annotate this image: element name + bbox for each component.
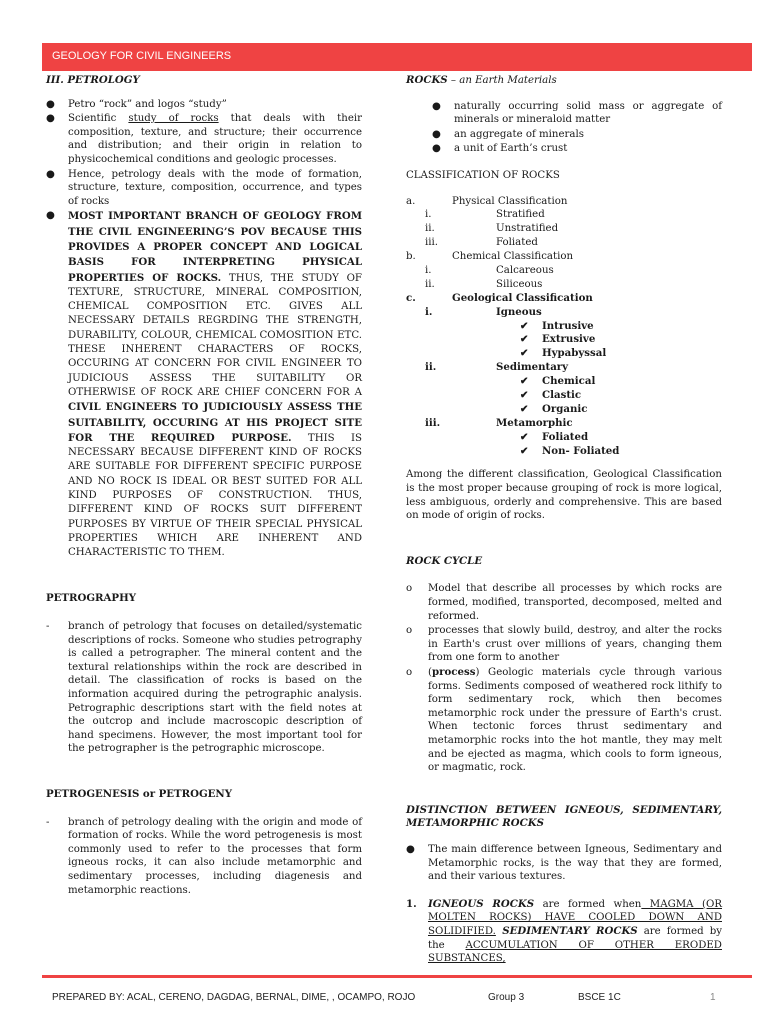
checkmark-icon: ✔ bbox=[520, 375, 529, 388]
list-item: ● Hence, petrology deals with the mode of formation, structure, texture, composition, occurrence, and types of rocks bbox=[46, 168, 362, 207]
bullet-icon: ● bbox=[406, 843, 415, 855]
petrography-definition: - branch of petrology that focuses on detailed/systematic descriptions of rocks. Someone who studies petrography is called a petrographer. The mineral content and the textural relationships within the rock are described in detail. The classification of rocks is based on the information acquired during the petrographic analysis. Petrographic descriptions start with the field notes at the outcrop and include macroscopic description of hand specimens. However, the most important tool for the petrographer is the petrographic microscope. bbox=[46, 621, 362, 755]
list-marker: a. bbox=[406, 195, 416, 207]
list-marker: ii. bbox=[425, 361, 437, 374]
list-item: ● The main difference between Igneous, Sedimentary and Metamorphic rocks, is the way that they are formed, and their various textures. bbox=[406, 843, 722, 883]
right-column bbox=[406, 74, 722, 967]
checkmark-icon: ✔ bbox=[520, 319, 529, 332]
footer-prepared-by: PREPARED BY: ACAL, CERENO, DAGDAG, BERNAL, DIME, , OCAMPO, ROJO bbox=[52, 992, 416, 1003]
classification-label: Metamorphic bbox=[496, 416, 573, 429]
classification-label: Hypabyssal bbox=[542, 347, 607, 360]
classification-item bbox=[406, 320, 722, 334]
classification-item bbox=[406, 403, 722, 417]
classification-item bbox=[406, 264, 722, 278]
list-item: o processes that slowly build, destroy, and alter the rocks in Earth's crust over millions of years, changing them from one form to another bbox=[406, 625, 722, 664]
list-marker: b. bbox=[406, 251, 416, 263]
list-marker: c. bbox=[406, 291, 416, 304]
footer-divider bbox=[42, 975, 752, 978]
classification-item bbox=[406, 236, 722, 250]
classification-item bbox=[406, 347, 722, 361]
classification-item bbox=[406, 292, 722, 306]
classification-item bbox=[406, 375, 722, 389]
classification-label: Igneous bbox=[496, 305, 542, 318]
circle-bullet-icon: o bbox=[406, 583, 413, 595]
circle-bullet-icon: o bbox=[406, 625, 413, 637]
list-marker: i. bbox=[425, 305, 433, 318]
classification-label: Foliated bbox=[496, 237, 538, 249]
classification-label: Sedimentary bbox=[496, 361, 569, 374]
classification-item bbox=[406, 417, 722, 431]
rocks-heading: ROCKS – an Earth Materials bbox=[406, 74, 557, 86]
classification-label: Calcareous bbox=[496, 265, 554, 277]
checkmark-icon: ✔ bbox=[520, 333, 529, 346]
list-marker: iii. bbox=[425, 416, 441, 429]
distinction-heading: DISTINCTION BETWEEN IGNEOUS, SEDIMENTARY, METAMORPHIC ROCKS bbox=[406, 803, 722, 830]
list-item: ● naturally occurring solid mass or aggregate of minerals or mineraloid matter bbox=[432, 100, 722, 126]
list-item: ● an aggregate of minerals bbox=[432, 128, 584, 140]
classification-label: Clastic bbox=[542, 389, 582, 402]
bullet-icon: ● bbox=[432, 128, 441, 140]
classification-label: Unstratified bbox=[496, 223, 559, 235]
checkmark-icon: ✔ bbox=[520, 444, 529, 457]
list-item: ● Scientific study of rocks that deals with their composition, texture, and structure; their occurrence and distribution; and their origin in relation to physicochemical conditions and geologic processes. bbox=[46, 113, 362, 165]
classification-item bbox=[406, 278, 722, 292]
bullet-icon: ● bbox=[46, 168, 55, 180]
circle-bullet-icon: o bbox=[406, 667, 413, 679]
list-marker: iii. bbox=[425, 237, 439, 249]
bullet-icon: ● bbox=[432, 100, 441, 112]
petrogenesis-definition: - branch of petrology dealing with the origin and mode of formation of rocks. While the word petrogenesis is most commonly used to refer to the processes that form igneous rocks, it can also include metamorphic and sedimentary processes, including diagenesis and metamorphic reactions. bbox=[46, 816, 362, 896]
list-item: ● Petro “rock” and logos “study” bbox=[46, 98, 227, 110]
study-of-rocks-link[interactable]: study of rocks bbox=[128, 113, 219, 125]
classification-label: Organic bbox=[542, 402, 588, 415]
classification-label: Stratified bbox=[496, 209, 545, 221]
classification-item bbox=[406, 333, 722, 347]
rock-cycle-heading: ROCK CYCLE bbox=[406, 554, 483, 567]
list-item: ● a unit of Earth’s crust bbox=[432, 143, 568, 155]
classification-label: Geological Classification bbox=[452, 291, 593, 304]
checkmark-icon: ✔ bbox=[520, 430, 529, 443]
classification-label: Chemical Classification bbox=[452, 251, 574, 263]
document-title: GEOLOGY FOR CIVIL ENGINEERS bbox=[52, 50, 232, 62]
footer-section: BSCE 1C bbox=[578, 992, 621, 1003]
classification-item bbox=[406, 222, 722, 236]
list-marker: i. bbox=[425, 209, 432, 221]
list-marker: i. bbox=[425, 265, 432, 277]
petrology-heading: III. PETROLOGY bbox=[46, 74, 140, 86]
classification-item bbox=[406, 361, 722, 375]
page-number: 1 bbox=[710, 992, 716, 1003]
header-banner bbox=[42, 43, 752, 71]
numbered-item: 1. IGNEOUS ROCKS are formed when MAGMA (OR MOLTEN ROCKS) HAVE COOLED DOWN AND SOLIDIFIED. SEDIMENTARY ROCKS are formed by the ACCUMULATION OF OTHER ERODED SUBSTANCES, bbox=[406, 897, 723, 965]
bullet-icon: ● bbox=[432, 143, 441, 155]
classification-item bbox=[406, 445, 722, 459]
classification-label: Foliated bbox=[542, 430, 589, 443]
classification-item bbox=[406, 208, 722, 222]
left-column bbox=[46, 74, 362, 897]
classification-item bbox=[406, 250, 722, 264]
classification-item bbox=[406, 306, 722, 320]
checkmark-icon: ✔ bbox=[520, 347, 529, 360]
footer-group: Group 3 bbox=[488, 992, 525, 1003]
petrography-heading: PETROGRAPHY bbox=[46, 592, 136, 605]
classification-label: Physical Classification bbox=[452, 195, 568, 207]
classification-paragraph: Among the different classification, Geological Classification is the most proper because grouping of rock is more logical, less ambiguous, orderly and comprehensive. This are based on mode of origin of rocks. bbox=[406, 469, 722, 522]
classification-item bbox=[406, 389, 722, 403]
classification-label: Chemical bbox=[542, 375, 596, 388]
list-marker: ii. bbox=[425, 223, 435, 235]
classification-label: Extrusive bbox=[542, 333, 596, 346]
classification-item bbox=[406, 431, 722, 445]
classification-label: Intrusive bbox=[542, 319, 594, 332]
classification-label: Siliceous bbox=[496, 278, 543, 290]
list-item: ● MOST IMPORTANT BRANCH OF GEOLOGY FROM THE CIVIL ENGINEERING’S POV BECAUSE THIS PROVIDES A PROPER CONCEPT AND LOGICAL BASIS FOR INTERPRETING PHYSICAL PROPERTIES OF ROCKS. THUS, THE STUDY OF TEXTURE, STRUCTURE, MINERAL COMPOSITION, CHEMICAL COMPOSITION ETC. GIVES ALL NECESSARY DETAILS REGRDING THE STRENGTH, DURABILITY, COLOUR, CHEMICAL COMOSITION ETC. THESE INHERENT CHARACTERS OF ROCKS, OCCURING AT CONCERN FOR CIVIL ENGINEER TO JUDICIOUS ASSESS THE SUITABILITY OR OTHERWISE OF ROCK ARE CHIEF CONCERN FOR A CIVIL ENGINEERS TO JUDICIOUSLY ASSESS THE SUITABILITY, OCCURING AT HIS PROJECT SITE FOR THE REQUIRED PURPOSE. THIS IS NECESSARY BECAUSE DIFFERENT KIND OF ROCKS ARE SUITABLE FOR DIFFERENT SPECIFIC PURPOSE AND NO ROCK IS IDEAL OR BEST SUITED FOR ALL KIND PURPOSES OF CONSTRUCTION. THUS, DIFFERENT KIND OF ROCKS SUIT DIFFERENT PURPOSES BY VIRTUE OF THEIR SPECIAL PHYSICAL PROPERTIES WHICH ARE INHERENT AND CHARACTERISTIC TO THEM. bbox=[46, 210, 362, 559]
checkmark-icon: ✔ bbox=[520, 402, 529, 415]
classification-heading: CLASSIFICATION OF ROCKS bbox=[406, 169, 560, 181]
list-marker: ii. bbox=[425, 278, 435, 290]
classification-list bbox=[406, 195, 722, 459]
petrogenesis-heading: PETROGENESIS or PETROGENY bbox=[46, 788, 233, 800]
bullet-icon: ● bbox=[46, 98, 55, 110]
bullet-icon: ● bbox=[46, 210, 55, 222]
classification-label: Non- Foliated bbox=[542, 444, 620, 457]
list-item: o (process) Geologic materials cycle through various forms. Sediments composed of weathered rock lithify to form sedimentary rock, which then becomes metamorphic rock under the pressure of Earth's crust. When tectonic forces thrust sedimentary and metamorphic rocks into the hot mantle, they may melt and be ejected as magma, which cools to form igneous, or magmatic, rock. bbox=[406, 666, 722, 774]
bullet-icon: ● bbox=[46, 113, 55, 125]
list-item: o Model that describe all processes by which rocks are formed, modified, transported, decomposed, melted and reformed. bbox=[406, 583, 722, 622]
classification-item bbox=[406, 195, 722, 209]
checkmark-icon: ✔ bbox=[520, 389, 529, 402]
